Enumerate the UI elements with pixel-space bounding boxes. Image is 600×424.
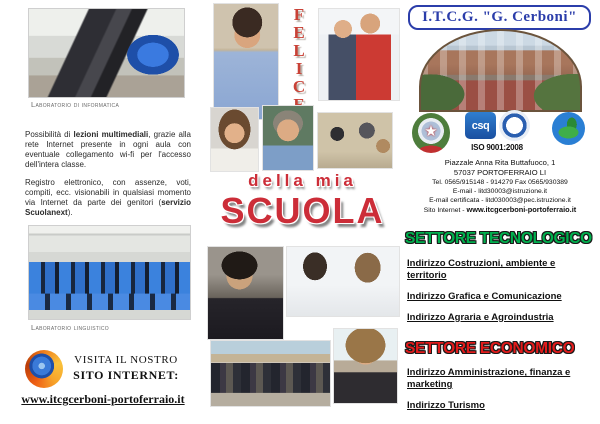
boy-glasses-photo	[207, 246, 284, 340]
two-boys-photo	[318, 8, 400, 101]
address-city: 57037 PORTOFERRAIO LI	[453, 167, 547, 177]
website-line	[405, 205, 595, 215]
section-title-economico: SETTORE ECONOMICO	[405, 340, 575, 357]
firefox-globe-icon	[25, 350, 63, 388]
link-agraria[interactable]: Indirizzo Agraria e Agroindustria	[407, 311, 554, 323]
paragraph-text: Possibilità di	[25, 130, 74, 139]
link-amministrazione[interactable]: Indirizzo Amministrazione, finanza e marketing	[407, 367, 571, 390]
photo-collage	[205, 0, 400, 424]
felice-letter: C	[292, 77, 306, 96]
environment-cert-logo	[552, 112, 585, 145]
csq-label: csq	[471, 119, 490, 132]
two-girls-photo	[286, 246, 400, 317]
school-building-photo	[419, 29, 582, 112]
informatics-lab-caption: Laboratorio di informatica	[31, 100, 120, 109]
visit-line2: SITO INTERNET:	[73, 368, 179, 382]
economico-items	[407, 367, 594, 421]
star-icon: ★	[424, 122, 438, 140]
felice-letter: L	[293, 41, 305, 60]
paragraph-bold-text: servizio Scuolanext	[25, 198, 191, 217]
registro-paragraph	[25, 178, 191, 218]
felice-letter: F	[293, 5, 305, 24]
certified-email-line: E-mail certificata - litd030003@pec.istruzione.it	[429, 197, 571, 205]
section-title-tecnologico: SETTORE TECNOLOGICO	[405, 230, 592, 247]
address-block	[405, 158, 595, 215]
email-line: E-mail - litd30003@istruzione.it	[452, 187, 548, 195]
italy-emblem-logo	[412, 113, 450, 153]
address-street: Piazzale Anna Rita Buttafuoco, 1	[444, 158, 556, 167]
informatics-lab-photo	[28, 8, 185, 98]
school-name-box	[408, 5, 591, 30]
paragraph-text: Registro elettronico, con assenze, voti, compiti, ecc. visionabili in qualsiasi momento via Internet da parte dei genitori (	[25, 178, 191, 207]
student-thumbsup-photo	[213, 3, 279, 120]
link-grafica[interactable]: Indirizzo Grafica e Comunicazione	[407, 290, 562, 302]
teacher-photo	[262, 105, 314, 171]
subtitle-della-mia: della mia	[248, 171, 357, 190]
csq-logo	[465, 112, 496, 139]
classroom-map-photo	[317, 112, 393, 169]
felice-letter: I	[295, 59, 303, 78]
woman-scarf-photo	[333, 328, 398, 404]
link-costruzioni[interactable]: Indirizzo Costruzioni, ambiente e territorio	[407, 258, 556, 281]
website-link[interactable]: www.itcgcerboni-portoferraio.it	[466, 205, 577, 215]
language-lab-photo	[28, 225, 191, 320]
link-turismo[interactable]: Indirizzo Turismo	[407, 399, 485, 411]
school-name: I.T.C.G. "G. Cerboni"	[422, 9, 577, 25]
title-scuola: SCUOLA	[220, 190, 385, 231]
paragraph-text: ).	[67, 208, 73, 217]
website-link[interactable]: www.itcgcerboni-portoferraio.it	[21, 392, 185, 406]
info-panel	[405, 0, 595, 424]
iso-certification-label: ISO 9001:2008	[471, 143, 523, 152]
language-lab-caption: Laboratorio linguistico	[31, 323, 109, 332]
phone-fax-line: Tel. 0565/915148 - 914279 Fax 0565/930389	[432, 178, 568, 186]
website-line-prefix: Sito Internet -	[423, 207, 467, 215]
multimedia-paragraph	[25, 130, 191, 170]
iqnet-logo	[499, 110, 530, 141]
girl-glasses-photo	[210, 107, 259, 172]
tecnologico-items	[407, 258, 594, 333]
student-group-photo	[210, 340, 331, 407]
visit-line1: VISITA IL NOSTRO	[74, 354, 178, 366]
paragraph-text: , grazie alla rete Internet presente in ogni aula con eventuale collegamento wi-fi per l'accesso dell'intera classe.	[25, 130, 191, 169]
paragraph-bold-text: lezioni multimediali	[73, 130, 149, 139]
felice-vertical-text	[285, 6, 313, 114]
felice-letter: E	[293, 23, 305, 42]
visit-site-text	[64, 354, 188, 383]
